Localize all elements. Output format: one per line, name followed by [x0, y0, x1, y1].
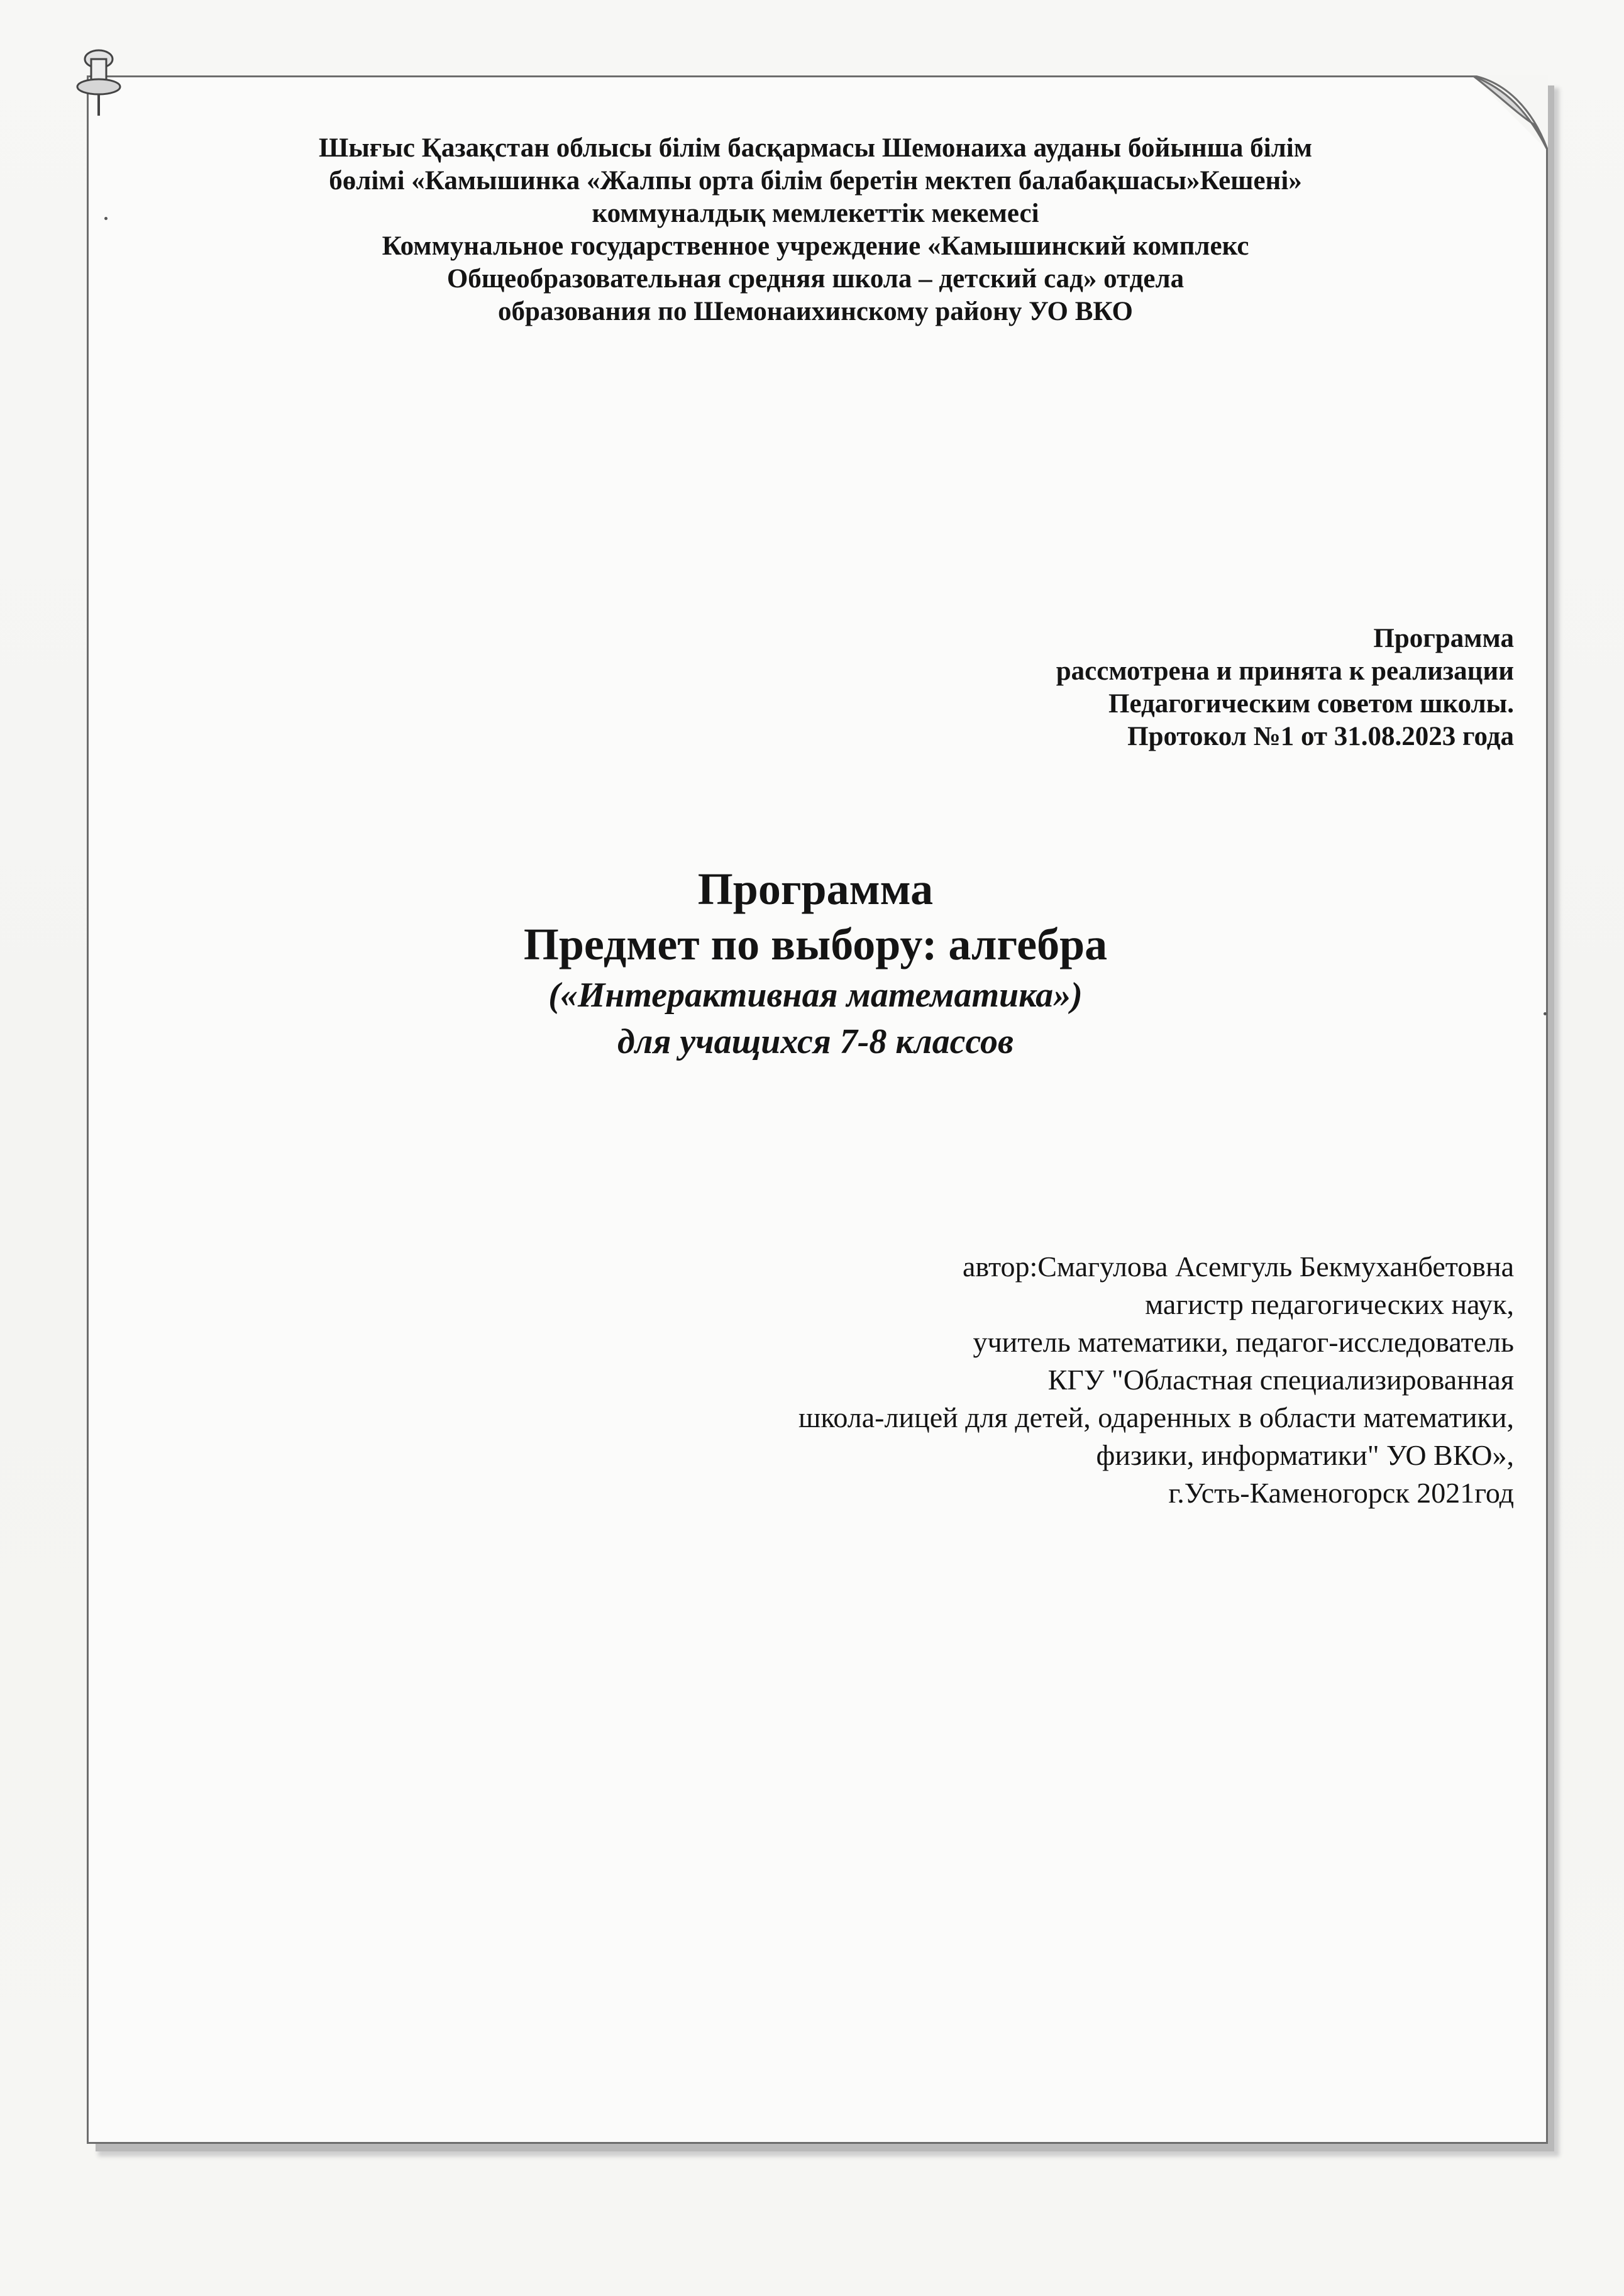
header-line: Коммунальное государственное учреждение «Камышинский комплекс [382, 231, 1249, 261]
approval-line: Педагогическим советом школы. [1108, 689, 1514, 719]
approval-line: Протокол №1 от 31.08.2023 года [1127, 722, 1514, 751]
title-subject: Предмет по выбору: алгебра [523, 919, 1108, 969]
approval-line: Программа [1373, 624, 1514, 653]
author-info [798, 1248, 1514, 1512]
header-line: Общеобразовательная средняя школа – детский сад» отдела [446, 264, 1185, 294]
author-line: КГУ "Областная специализированная [1047, 1364, 1514, 1396]
document-title [87, 861, 1544, 1065]
header-line: коммуналдық мемлекеттік мекемесі [592, 199, 1039, 228]
author-line: школа-лицей для детей, одаренных в области математики, [798, 1401, 1514, 1433]
scan-speck [104, 217, 108, 220]
header-line: образования по Шемонаихинскому району УО ВКО [498, 297, 1133, 326]
organization-header [87, 132, 1544, 328]
pushpin-icon [70, 45, 127, 121]
scan-speck [1544, 1012, 1547, 1015]
title-audience: для учащихся 7-8 классов [617, 1022, 1014, 1061]
author-line: магистр педагогических наук, [1145, 1288, 1514, 1320]
document-frame [87, 75, 1548, 2144]
author-line: г.Усть-Каменогорск 2021год [1168, 1477, 1514, 1509]
header-line: бөлімі «Камышинка «Жалпы орта білім беретін мектеп балабақшасы»Кешені» [329, 166, 1302, 196]
approval-stamp-text [1056, 622, 1514, 753]
title-program: Программа [697, 864, 934, 914]
author-line: учитель математики, педагог-исследователь [973, 1326, 1514, 1358]
header-line: Шығыс Қазақстан облысы білім басқармасы Шемонаиха ауданы бойынша білім [319, 133, 1312, 163]
author-line: автор:Смагулова Асемгуль Бекмуханбетовна [962, 1250, 1514, 1283]
approval-line: рассмотрена и принята к реализации [1056, 656, 1514, 686]
title-course-name: («Интерактивная математика») [548, 976, 1083, 1015]
author-line: физики, информатики" УО ВКО», [1096, 1439, 1514, 1471]
